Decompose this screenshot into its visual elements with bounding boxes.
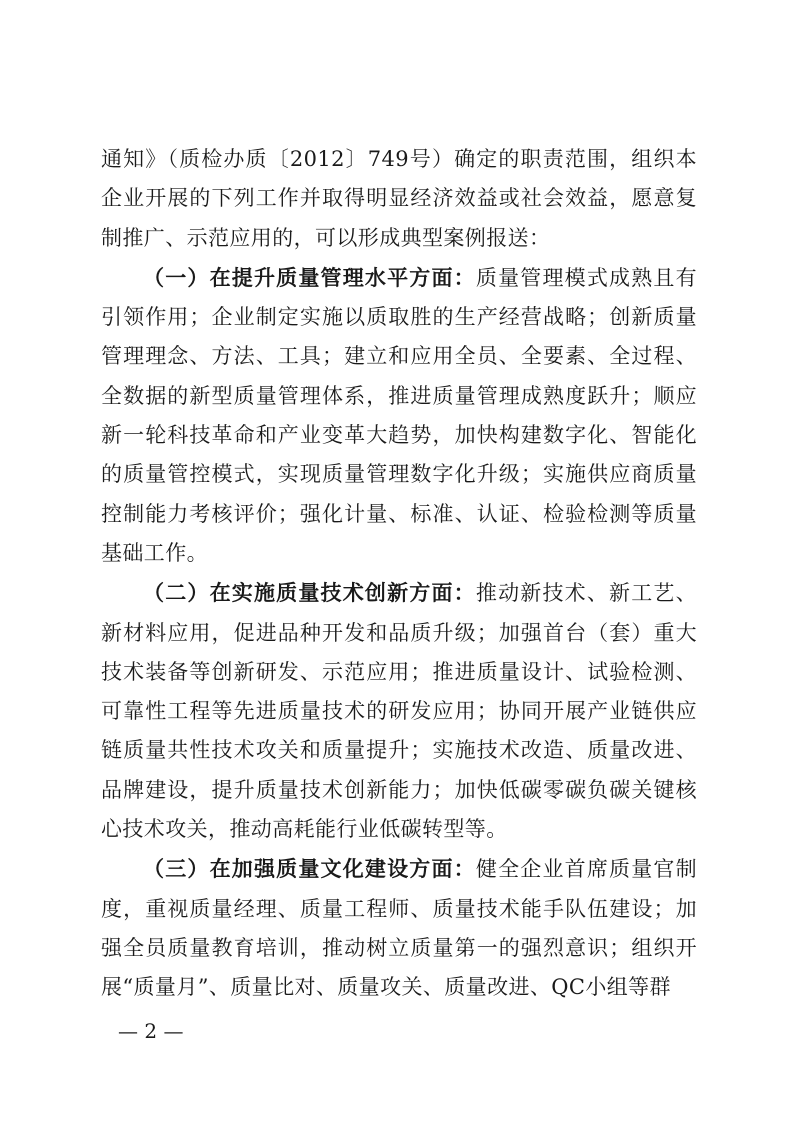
section-heading-1: （一）在提升质量管理水平方面：: [143, 264, 476, 290]
page-number: — 2 —: [118, 1019, 184, 1043]
section-text-1: 质量管理模式成熟且有引领作用；企业制定实施以质取胜的生产经营战略；创新质量管理理念、方法、工具；建立和应用全员、全要素、全过程、全数据的新型质量管理体系，推进质量管理成熟度跃升；顺应新一轮科技革命和产业变革大趋势，加快构建数字化、智能化的质量管控模式，实现质量管理数字化升级；实施供应商质量控制能力考核评价；强化计量、标准、认证、检验检测等质量基础工作。: [101, 265, 697, 565]
section-text-2: 推动新技术、新工艺、新材料应用，促进品种开发和品质升级；加强首台（套）重大技术装备等创新研发、示范应用；推进质量设计、试验检测、可靠性工程等先进质量技术的研发应用；协同开展产业链供应链质量共性技术攻关和质量提升；实施技术改造、质量改进、品牌建设，提升质量技术创新能力；加快低碳零碳负碳关键核心技术攻关，推动高耗能行业低碳转型等。: [101, 581, 697, 842]
section-paragraph-1: [101, 258, 697, 573]
section-heading-2: （二）在实施质量技术创新方面：: [143, 580, 476, 606]
section-paragraph-2: [101, 573, 697, 849]
section-text-3: 健全企业首席质量官制度，重视质量经理、质量工程师、质量技术能手队伍建设；加强全员质量教育培训，推动树立质量第一的强烈意识；组织开展“质量月”、质量比对、质量攻关、质量改进、QC小组等群: [101, 857, 697, 1000]
opening-paragraph: 通知》（质检办质〔2012〕749号）确定的职责范围，组织本企业开展的下列工作并取得明显经济效益或社会效益，愿意复制推广、示范应用的，可以形成典型案例报送：: [101, 147, 697, 250]
section-heading-3: （三）在加强质量文化建设方面：: [143, 856, 476, 882]
section-paragraph-3: [101, 849, 697, 1007]
document-body: [101, 140, 697, 1008]
